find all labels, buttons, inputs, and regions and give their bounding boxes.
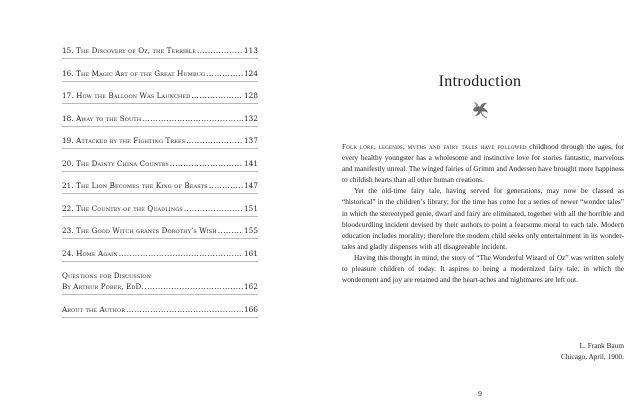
author-place-date: Chicago, April, 1900.	[560, 352, 624, 361]
toc-entry-title: 18. Away to the South	[62, 113, 142, 123]
toc-entry[interactable]	[62, 225, 258, 239]
dot-leader	[186, 136, 243, 145]
dot-leader	[206, 69, 243, 78]
dot-leader	[142, 114, 243, 123]
page-number: 9	[478, 389, 482, 398]
toc-entry[interactable]	[62, 45, 258, 59]
toc-entry-title: 24. Home Again	[62, 248, 118, 258]
toc-entry-page: 166	[243, 304, 258, 314]
dot-leader	[144, 282, 243, 291]
toc-entry-page: 128	[243, 91, 258, 100]
dot-leader	[126, 305, 243, 314]
toc-entry-page: 162	[243, 282, 258, 291]
toc-entry-page: 137	[243, 136, 258, 145]
toc-entry-title: 20. The Dainty China Country	[62, 158, 169, 168]
toc-entry[interactable]	[62, 135, 258, 149]
toc-entry[interactable]	[62, 248, 258, 262]
dot-leader	[191, 91, 243, 100]
winged-dragon-ornament-icon	[468, 98, 492, 122]
paragraph-lead: Folk lore, legends, myths and fairy tales have followed	[342, 142, 527, 151]
toc-entry[interactable]	[62, 90, 258, 104]
toc-entry-page: 147	[243, 181, 258, 190]
page-title: Introduction	[438, 73, 522, 90]
author-name: L. Frank Baum	[579, 341, 624, 350]
toc-entry[interactable]	[62, 113, 258, 127]
toc-entry-title: 17. How the Balloon Was Launched	[62, 91, 191, 100]
paragraph: Yet the old-time fairy tale, having served for generations, may now be classed as “historical” in the children’s library; for the time has come for a series of newer “wonder tales” in which the stereotyped genie, dwarf and fairy are eliminated, together with all the horrible and bloodcurdling incident devised by their authors to point a fearsome moral to each tale. Modern education includes morality; therefore the modern child seeks only entertainment in its wonder-tales and gladly dispenses with all disagreeable incident.	[342, 186, 624, 251]
toc-entry-subtitle: By Arthur Pober, EdD.	[62, 282, 144, 291]
paragraph: Having this thought in mind, the story of “The Wonderful Wizard of Oz” was written solely to pleasure children of today. It aspires to being a modernized fairy tale, in which the wonderment and joy are retained and the heart-aches and nightmares are left out.	[342, 252, 624, 285]
dot-leader	[184, 204, 243, 213]
introduction-text	[342, 141, 624, 285]
toc-entry[interactable]	[62, 158, 258, 172]
toc-entry[interactable]	[62, 180, 258, 194]
dot-leader	[197, 46, 243, 55]
toc-entry-title: 21. The Lion Becomes the King of Beasts	[62, 181, 208, 190]
dot-leader	[218, 226, 243, 235]
toc-entry-title: About the Author	[62, 304, 126, 314]
dot-leader	[209, 181, 243, 190]
toc-entry-page: 132	[243, 113, 258, 123]
signature	[561, 340, 624, 362]
toc-entry-about[interactable]	[62, 304, 258, 318]
toc-entry[interactable]	[62, 203, 258, 217]
toc-entry-discussion[interactable]	[62, 270, 258, 295]
toc-entry-page: 161	[243, 248, 258, 258]
toc-entry-page: 155	[243, 226, 258, 235]
toc-entry-title: 19. Attacked by the Fighting Trees	[62, 136, 186, 145]
dot-leader	[119, 249, 243, 258]
toc-entry-title: 22. The Country of the Quadlings	[62, 203, 183, 213]
toc-entry-title: 16. The Magic Art of the Great Humbug	[62, 68, 206, 78]
toc-entry-title: 15. The Discovery of Oz, the Terrible	[62, 46, 196, 55]
toc-entry[interactable]	[62, 68, 258, 82]
toc-entry-page: 141	[243, 158, 258, 168]
toc-entry-page: 113	[243, 46, 258, 55]
right-page	[320, 0, 640, 417]
paragraph-text: childhood through the ages, for every healthy youngster has a wholesome and instinctive love for stories fantastic, marvelous and manifestly unreal. The winged fairies of Grimm and Andersen have brought more happiness to childish hearts than all other human creations.	[342, 142, 624, 185]
toc-entry-title: 23. The Good Witch grants Dorothy’s Wish	[62, 226, 217, 235]
toc-entry-title: Questions for Discussion	[62, 271, 152, 280]
toc-entry-page: 124	[243, 68, 258, 78]
dot-leader	[170, 159, 243, 168]
table-of-contents	[62, 45, 258, 326]
paragraph	[342, 141, 624, 185]
toc-entry-page: 151	[243, 203, 258, 213]
